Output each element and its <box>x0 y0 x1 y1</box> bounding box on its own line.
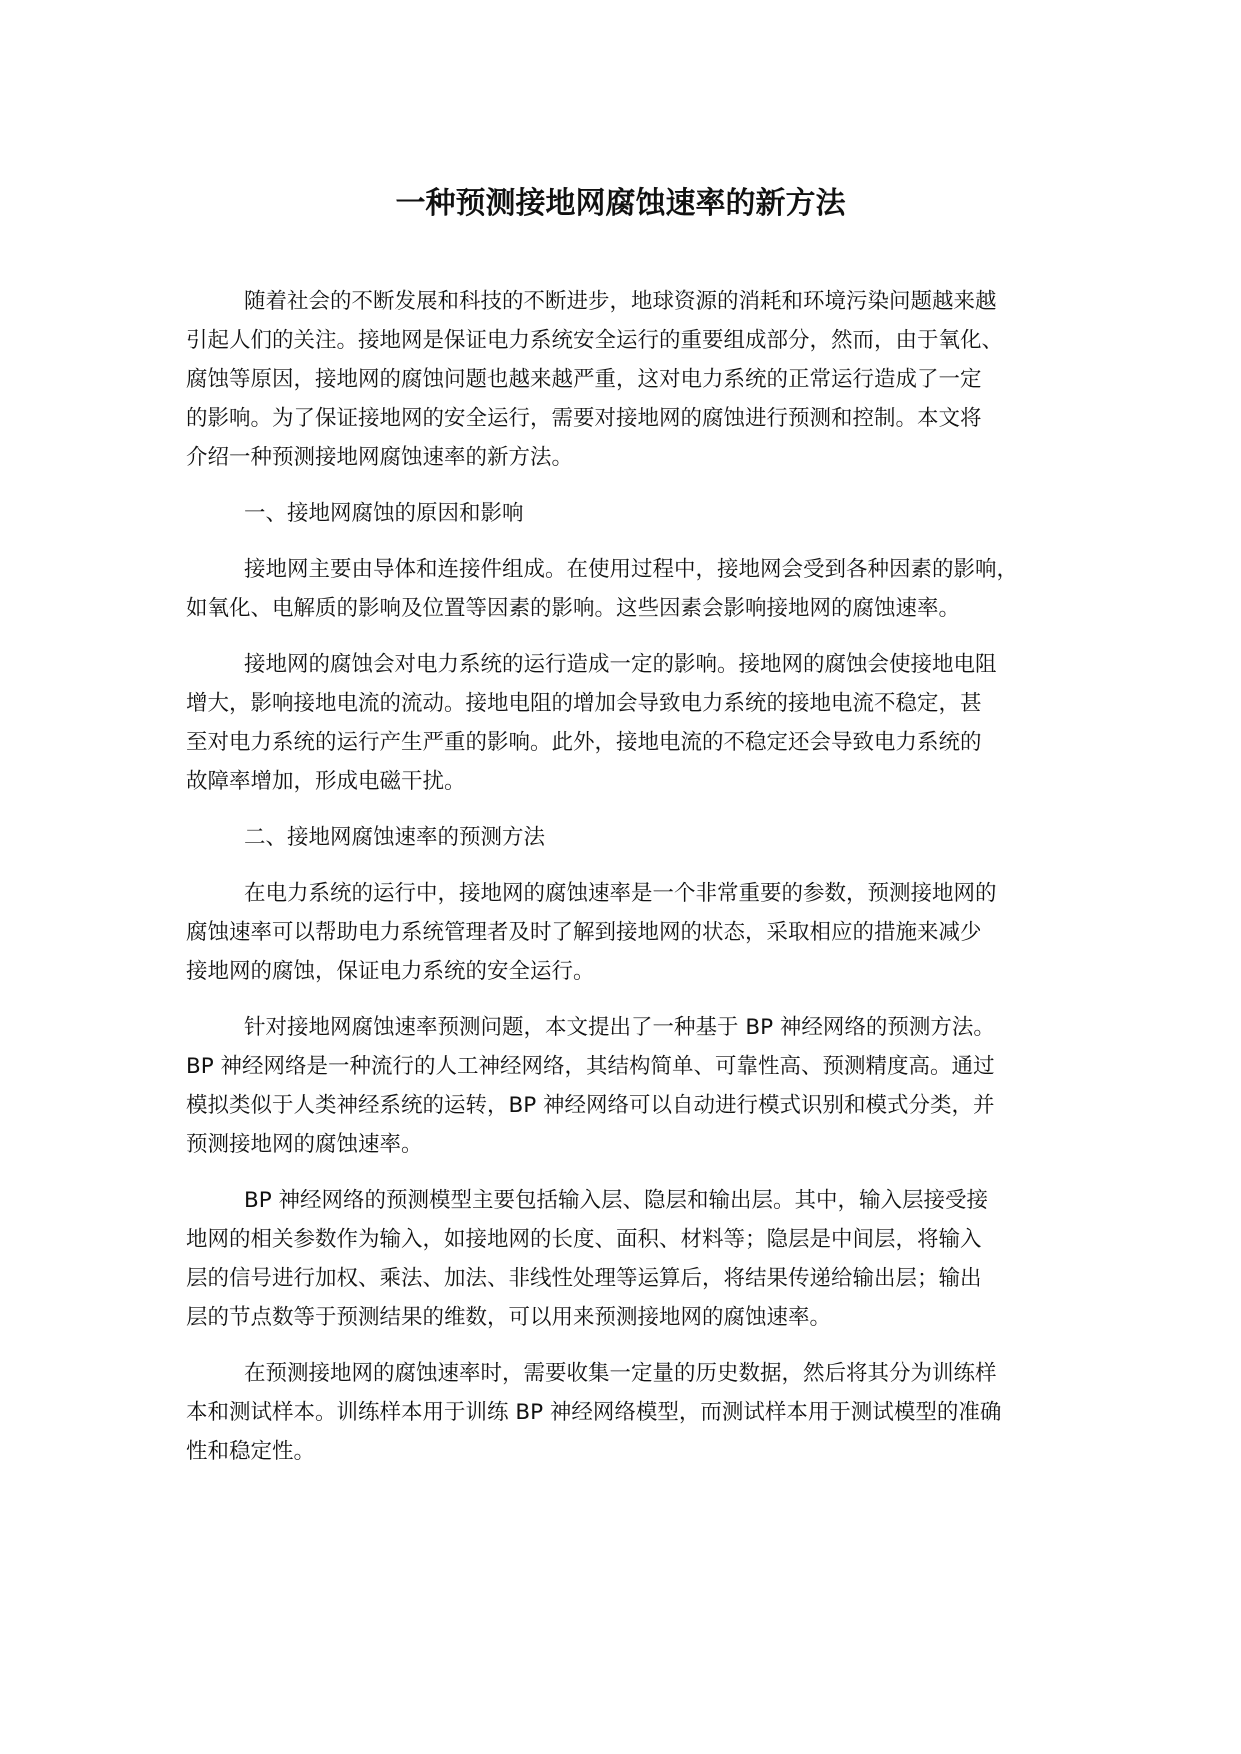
text-line: 引起人们的关注。接地网是保证电力系统安全运行的重要组成部分，然而，由于氧化、 <box>186 328 1004 353</box>
text-line: 接地网主要由导体和连接件组成。在使用过程中，接地网会受到各种因素的影响， <box>244 557 1019 582</box>
text-line: 本和测试样本。训练样本用于训练 BP 神经网络模型，而测试样本用于测试模型的准确 <box>186 1400 1002 1425</box>
text-line: 在电力系统的运行中，接地网的腐蚀速率是一个非常重要的参数，预测接地网的 <box>244 881 997 906</box>
text-line: 介绍一种预测接地网腐蚀速率的新方法。 <box>186 445 574 470</box>
text-line: 在预测接地网的腐蚀速率时，需要收集一定量的历史数据，然后将其分为训练样 <box>244 1361 997 1386</box>
text-line: 的影响。为了保证接地网的安全运行，需要对接地网的腐蚀进行预测和控制。本文将 <box>186 406 982 431</box>
paragraph <box>186 1181 1076 1337</box>
text-line: 模拟类似于人类神经系统的运转，BP 神经网络可以自动进行模式识别和模式分类，并 <box>186 1093 995 1118</box>
paragraph-gap <box>186 533 1076 550</box>
text-line: 地网的相关参数作为输入，如接地网的长度、面积、材料等；隐层是中间层，将输入 <box>186 1227 982 1252</box>
text-line: 随着社会的不断发展和科技的不断进步，地球资源的消耗和环境污染问题越来越 <box>244 289 997 314</box>
paragraph <box>186 1354 1076 1471</box>
paragraph <box>186 550 1076 628</box>
text-line: 一、接地网腐蚀的原因和影响 <box>244 501 524 526</box>
paragraph-gap <box>186 1164 1076 1181</box>
text-line: 腐蚀速率可以帮助电力系统管理者及时了解到接地网的状态，采取相应的措施来减少 <box>186 920 982 945</box>
paragraph-gap <box>186 991 1076 1008</box>
text-line: 层的信号进行加权、乘法、加法、非线性处理等运算后，将结果传递给输出层；输出 <box>186 1266 982 1291</box>
document-title: 一种预测接地网腐蚀速率的新方法 <box>395 186 846 221</box>
paragraph-gap <box>186 857 1076 874</box>
text-line: BP 神经网络是一种流行的人工神经网络，其结构简单、可靠性高、预测精度高。通过 <box>186 1054 995 1079</box>
text-line: 腐蚀等原因，接地网的腐蚀问题也越来越严重，这对电力系统的正常运行造成了一定 <box>186 367 982 392</box>
text-line: 增大，影响接地电流的流动。接地电阻的增加会导致电力系统的接地电流不稳定，甚 <box>186 691 982 716</box>
paragraph <box>186 494 1076 533</box>
text-line: BP 神经网络的预测模型主要包括输入层、隐层和输出层。其中，输入层接受接 <box>244 1188 989 1213</box>
text-line: 性和稳定性。 <box>186 1439 316 1464</box>
paragraph-gap <box>186 801 1076 818</box>
paragraph <box>186 874 1076 991</box>
paragraph-gap <box>186 477 1076 494</box>
paragraph <box>186 645 1076 801</box>
text-line: 层的节点数等于预测结果的维数，可以用来预测接地网的腐蚀速率。 <box>186 1305 832 1330</box>
text-line: 故障率增加，形成电磁干扰。 <box>186 769 466 794</box>
paragraph-gap <box>186 628 1076 645</box>
text-line: 二、接地网腐蚀速率的预测方法 <box>244 825 546 850</box>
text-line: 预测接地网的腐蚀速率。 <box>186 1132 423 1157</box>
text-line: 针对接地网腐蚀速率预测问题，本文提出了一种基于 BP 神经网络的预测方法。 <box>244 1015 995 1040</box>
text-line: 接地网的腐蚀会对电力系统的运行造成一定的影响。接地网的腐蚀会使接地电阻 <box>244 652 997 677</box>
text-line: 接地网的腐蚀，保证电力系统的安全运行。 <box>186 959 595 984</box>
paragraph <box>186 818 1076 857</box>
document-body <box>186 282 1076 1471</box>
paragraph <box>186 1008 1076 1164</box>
paragraph <box>186 282 1076 477</box>
text-line: 至对电力系统的运行产生严重的影响。此外，接地电流的不稳定还会导致电力系统的 <box>186 730 982 755</box>
paragraph-gap <box>186 1337 1076 1354</box>
text-line: 如氧化、电解质的影响及位置等因素的影响。这些因素会影响接地网的腐蚀速率。 <box>186 596 961 621</box>
